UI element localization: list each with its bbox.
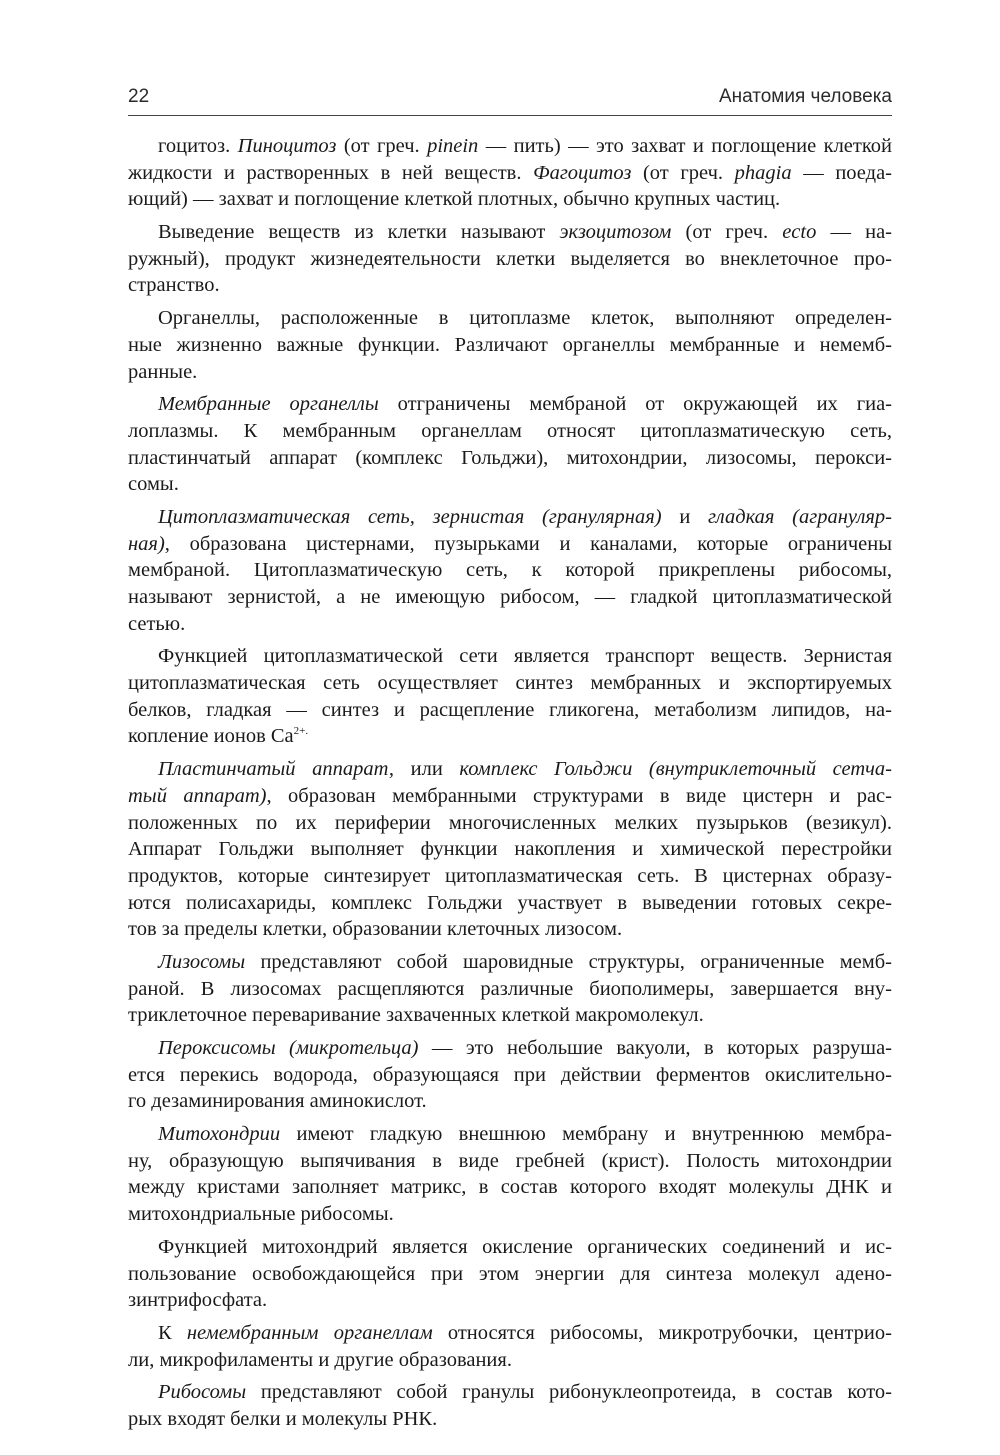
text-line	[128, 916, 892, 943]
paragraph	[128, 504, 892, 637]
text-run: цитоплазматическая сеть осуществляет синтез мембранных и экспортируемых	[128, 672, 892, 695]
italic-term: тый аппарат)	[128, 784, 267, 807]
text-run: пользование освобождающейся при этом энергии для синтеза молекул адено-	[128, 1262, 892, 1285]
italic-term: комплекс Гольджи (внутриклеточный сетча-	[459, 758, 892, 781]
text-line	[128, 697, 892, 724]
text-run: — это небольшие вакуоли, в которых разруша-	[418, 1037, 892, 1059]
text-line	[128, 160, 892, 187]
text-line	[128, 611, 892, 638]
text-run: митохондриальные рибосомы.	[128, 1203, 394, 1226]
text-line	[128, 1287, 892, 1314]
text-run: — пить) — это захват и поглощение клеткой	[478, 135, 893, 157]
text-line	[128, 836, 892, 863]
running-title: Анатомия человека	[718, 86, 892, 107]
text-run: Функцией цитоплазматической сети является транспорт веществ. Зернистая	[158, 645, 892, 668]
text-run: тов за пределы клетки, образовании клеточных лизосом.	[128, 918, 623, 941]
text-line	[128, 531, 892, 558]
text-run: имеют гладкую внешнюю мембрану и внутреннюю мембра-	[280, 1123, 892, 1146]
text-run: между кристами заполняет матрикс, в состав которого входят молекулы ДНК и	[128, 1176, 892, 1199]
italic-term: Пластинчатый аппарат,	[158, 758, 395, 781]
text-run: жидкости и растворенных в ней веществ.	[128, 161, 534, 184]
text-run: ется перекись водорода, образующаяся при действии ферментов окислительно-	[128, 1063, 892, 1086]
italic-term: Фагоцитоз	[533, 161, 632, 184]
text-line	[128, 1002, 892, 1029]
text-run: го дезаминирования аминокислот.	[128, 1090, 427, 1113]
text-run: ружный), продукт жизнедеятельности клетки выделяется во внеклеточное про-	[128, 247, 892, 270]
text-line	[128, 1234, 892, 1261]
body-text	[128, 133, 892, 1439]
text-run: ну, образующую выпячивания в виде гребней (крист). Полость митохондрии	[128, 1149, 892, 1172]
paragraph	[128, 643, 892, 750]
italic-term: Пероксисомы (микротельца)	[158, 1037, 419, 1059]
text-line	[128, 1201, 892, 1228]
italic-term: Мембранные органеллы	[158, 393, 379, 416]
text-run: — поеда-	[791, 161, 892, 184]
text-line	[128, 332, 892, 359]
text-run: Функцией митохондрий является окисление органических соединений и ис-	[158, 1235, 892, 1258]
text-run: положенных по их периферии многочисленных мелких пузырьков (везикул).	[128, 811, 892, 834]
text-run: странство.	[128, 274, 220, 297]
text-run: белков, гладкая — синтез и расщепление гликогена, метаболизм липидов, на-	[128, 698, 892, 721]
italic-term: Лизосомы	[158, 950, 246, 973]
text-run: представляют собой гранулы рибонуклеопротеида, в состав кото-	[246, 1381, 892, 1404]
text-line	[128, 391, 892, 418]
text-line	[128, 305, 892, 332]
text-run: относятся рибосомы, микротрубочки, центрио-	[432, 1321, 892, 1344]
paragraph	[128, 1320, 892, 1373]
paragraph	[128, 219, 892, 299]
text-line	[128, 445, 892, 472]
text-run: ются полисахариды, комплекс Гольджи участвует в выведении готовых секре-	[128, 891, 892, 914]
italic-term: ecto	[782, 221, 817, 244]
text-run: Аппарат Гольджи выполняет функции накопления и химической перестройки	[128, 838, 892, 861]
text-run: К	[158, 1321, 187, 1344]
text-run: триклеточное переваривание захваченных клеткой макромолекул.	[128, 1004, 704, 1027]
paragraph	[128, 1234, 892, 1314]
italic-term: гладкая (агрануляр-	[708, 505, 892, 528]
text-line	[128, 976, 892, 1003]
italic-term: Пиноцитоз	[237, 135, 337, 157]
text-run: Выведение веществ из клетки называют	[158, 221, 560, 244]
text-run: , образована цистернами, пузырьками и каналами, которые ограничены	[164, 532, 892, 555]
text-run: , образован мембранными структурами в виде цистерн и рас-	[266, 784, 892, 807]
text-line	[128, 418, 892, 445]
text-run: лоплазмы. К мембранным органеллам относят цитоплазматическую сеть,	[128, 419, 892, 442]
text-run: пластинчатый аппарат (комплекс Гольджи), митохондрии, лизосомы, перокси-	[128, 446, 892, 469]
superscript: 2+.	[293, 725, 309, 738]
italic-term: Рибосомы	[158, 1381, 247, 1404]
italic-term: phagia	[734, 161, 792, 184]
text-run: рых входят белки и молекулы РНК.	[128, 1407, 438, 1430]
text-line	[128, 1035, 892, 1062]
text-run: называют зернистой, а не имеющую рибосом, — гладкой цитоплазматической	[128, 586, 892, 608]
text-line	[128, 723, 892, 750]
text-run: отграничены мембраной от окружающей их гиа-	[378, 393, 893, 416]
text-line	[128, 1121, 892, 1148]
text-run: зинтрифосфата.	[128, 1289, 268, 1312]
text-line	[128, 863, 892, 890]
italic-term: экзоцитозом	[559, 221, 672, 244]
page-number: 22	[128, 86, 150, 107]
text-line	[128, 643, 892, 670]
text-line	[128, 1406, 892, 1433]
text-line	[128, 272, 892, 299]
paragraph	[128, 1379, 892, 1432]
text-line	[128, 810, 892, 837]
text-line	[128, 219, 892, 246]
page-header	[128, 82, 892, 112]
text-line	[128, 557, 892, 584]
text-line	[128, 186, 892, 213]
paragraph	[128, 756, 892, 943]
text-run: копление ионов Ca	[128, 725, 294, 748]
italic-term: ная)	[128, 532, 165, 555]
text-run: мембраной. Цитоплазматическую сеть, к которой прикреплены рибосомы,	[128, 559, 892, 582]
text-line	[128, 1062, 892, 1089]
text-line	[128, 359, 892, 386]
paragraph	[128, 305, 892, 385]
text-run: ранные.	[128, 360, 198, 383]
text-line	[128, 670, 892, 697]
text-run: ющий) — захват и поглощение клеткой плотных, обычно крупных частиц.	[128, 188, 781, 211]
text-line	[128, 504, 892, 531]
paragraph	[128, 1121, 892, 1228]
text-run: продуктов, которые синтезирует цитоплазматическая сеть. В цистернах образу-	[128, 864, 892, 887]
paragraph	[128, 1035, 892, 1115]
text-line	[128, 1148, 892, 1175]
text-line	[128, 1379, 892, 1406]
header-divider	[128, 115, 892, 116]
text-run: ли, микрофиламенты и другие образования.	[128, 1348, 512, 1371]
text-line	[128, 246, 892, 273]
text-line	[128, 471, 892, 498]
text-line	[128, 1174, 892, 1201]
text-run: — на-	[816, 221, 892, 244]
paragraph	[128, 949, 892, 1029]
italic-term: pinein	[427, 135, 479, 157]
text-run: (от греч.	[336, 135, 428, 157]
text-run: сетью.	[128, 612, 186, 635]
text-run: (от греч.	[631, 161, 735, 184]
text-line	[128, 1261, 892, 1288]
text-run: сомы.	[128, 473, 179, 496]
text-line	[128, 949, 892, 976]
text-run: представляют собой шаровидные структуры, ограниченные мемб-	[245, 950, 892, 973]
text-line	[128, 890, 892, 917]
text-line	[128, 584, 892, 611]
text-line	[128, 1088, 892, 1115]
italic-term: немембранным органеллам	[186, 1321, 433, 1344]
text-line	[128, 756, 892, 783]
paragraph	[128, 391, 892, 498]
text-run: ные жизненно важные функции. Различают органеллы мембранные и немемб-	[128, 333, 892, 356]
text-line	[128, 1347, 892, 1374]
text-run: гоцитоз.	[158, 135, 238, 157]
text-run: (от греч.	[671, 221, 783, 244]
text-line	[128, 133, 892, 160]
text-run: раной. В лизосомах расщепляются различные биополимеры, завершается вну-	[128, 977, 892, 1000]
italic-term: Митохондрии	[158, 1123, 281, 1146]
text-run: и	[661, 505, 709, 528]
text-line	[128, 783, 892, 810]
text-run: или	[394, 758, 460, 781]
text-run: Органеллы, расположенные в цитоплазме клеток, выполняют определен-	[158, 307, 892, 330]
paragraph	[128, 133, 892, 213]
text-line	[128, 1320, 892, 1347]
italic-term: Цитоплазматическая сеть, зернистая (гранулярная)	[158, 505, 662, 528]
